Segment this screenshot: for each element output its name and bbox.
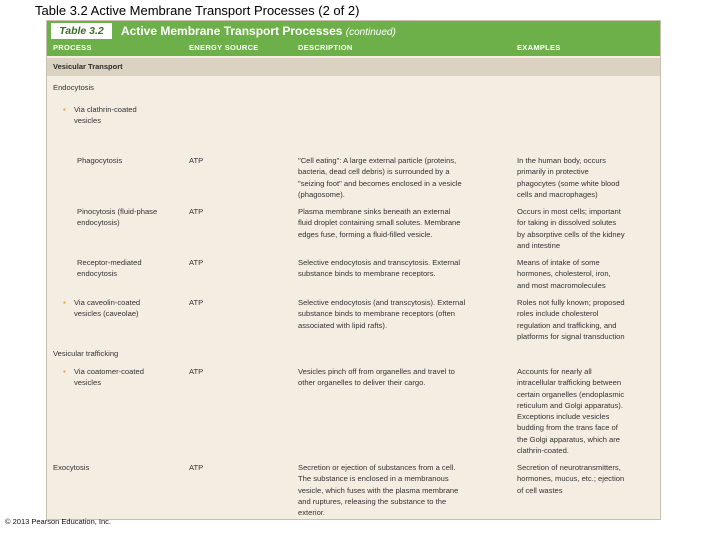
examples-cell: Occurs in most cells; important for taking in dissolved solutes by absorptive cells of the kidney and intestine	[517, 207, 625, 250]
column-header-row	[47, 41, 660, 56]
process-cell: Via caveolin-coated vesicles (caveolae)	[74, 298, 141, 319]
examples-cell: Secretion of neurotransmitters, hormones, mucus, etc.; ejection of cell wastes	[517, 463, 625, 495]
description-cell: Plasma membrane sinks beneath an external fluid droplet containing small solutes. Membrane edges fuse, forming a fluid-filled vesicle.	[298, 207, 461, 239]
table-title-bar	[47, 21, 660, 41]
examples-cell: Accounts for nearly all intracellular trafficking between certain organelles (endoplasmic reticulum and Golgi apparatus). Exceptions include vesicles budding from the trans face of the Golgi apparatus, which are clathrin-coated.	[517, 367, 625, 456]
process-cell: Receptor-mediated endocytosis	[77, 258, 142, 279]
table-number-badge: Table 3.2	[51, 23, 112, 39]
energy-cell: ATP	[189, 207, 204, 216]
bullet-icon: ▪	[63, 367, 66, 376]
clathrin-label: Via clathrin-coated vesicles	[74, 105, 137, 126]
description-cell: Vesicles pinch off from organelles and travel to other organelles to deliver their cargo.	[298, 367, 455, 388]
endocytosis-label: Endocytosis	[53, 83, 94, 92]
description-cell: Secretion or ejection of substances from a cell. The substance is enclosed in a membranous vesicle, which fuses with the plasma membrane and ruptures, releasing the substance to the exterior.	[298, 463, 459, 518]
process-cell: Via coatomer-coated vesicles	[74, 367, 144, 388]
bullet-icon: ▪	[63, 298, 66, 307]
energy-cell: ATP	[189, 367, 204, 376]
table-panel	[46, 20, 661, 520]
process-cell: Pinocytosis (fluid-phase endocytosis)	[77, 207, 158, 228]
examples-cell: Means of intake of some hormones, cholesterol, iron, and most macromolecules	[517, 258, 611, 290]
continued-label: (continued)	[345, 27, 396, 38]
bullet-icon: ▪	[63, 105, 66, 114]
energy-cell: ATP	[189, 463, 204, 472]
section-row	[47, 58, 660, 76]
trafficking-label: Vesicular trafficking	[53, 349, 119, 358]
table-heading-text: Active Membrane Transport Processes	[121, 24, 343, 38]
energy-cell: ATP	[189, 298, 204, 307]
process-cell: Phagocytosis	[77, 156, 123, 165]
section-label: Vesicular Transport	[53, 62, 123, 71]
header-process: PROCESS	[53, 43, 92, 52]
header-examples: EXAMPLES	[517, 43, 561, 52]
examples-cell: Roles not fully known; proposed roles include cholesterol regulation and trafficking, and platforms for signal transduction	[517, 298, 625, 341]
energy-cell: ATP	[189, 156, 204, 165]
description-cell: Selective endocytosis (and transcytosis). External substance binds to membrane receptors (often associated with lipid rafts).	[298, 298, 466, 330]
table-body	[47, 77, 660, 519]
process-cell: Exocytosis	[53, 463, 90, 472]
description-cell: "Cell eating": A large external particle (proteins, bacteria, dead cell debris) is surrounded by a "seizing foot" and becomes enclosed in a vesicle (phagosome).	[298, 156, 462, 199]
examples-cell: In the human body, occurs primarily in protective phagocytes (some white blood cells and macrophages)	[517, 156, 620, 199]
copyright-footer: © 2013 Pearson Education, Inc.	[5, 517, 112, 526]
slide-title: Table 3.2 Active Membrane Transport Processes (2 of 2)	[35, 3, 360, 18]
header-energy-source: ENERGY SOURCE	[189, 43, 259, 52]
table-heading	[121, 23, 396, 41]
header-description: DESCRIPTION	[298, 43, 353, 52]
energy-cell: ATP	[189, 258, 204, 267]
description-cell: Selective endocytosis and transcytosis. External substance binds to membrane receptors.	[298, 258, 461, 279]
